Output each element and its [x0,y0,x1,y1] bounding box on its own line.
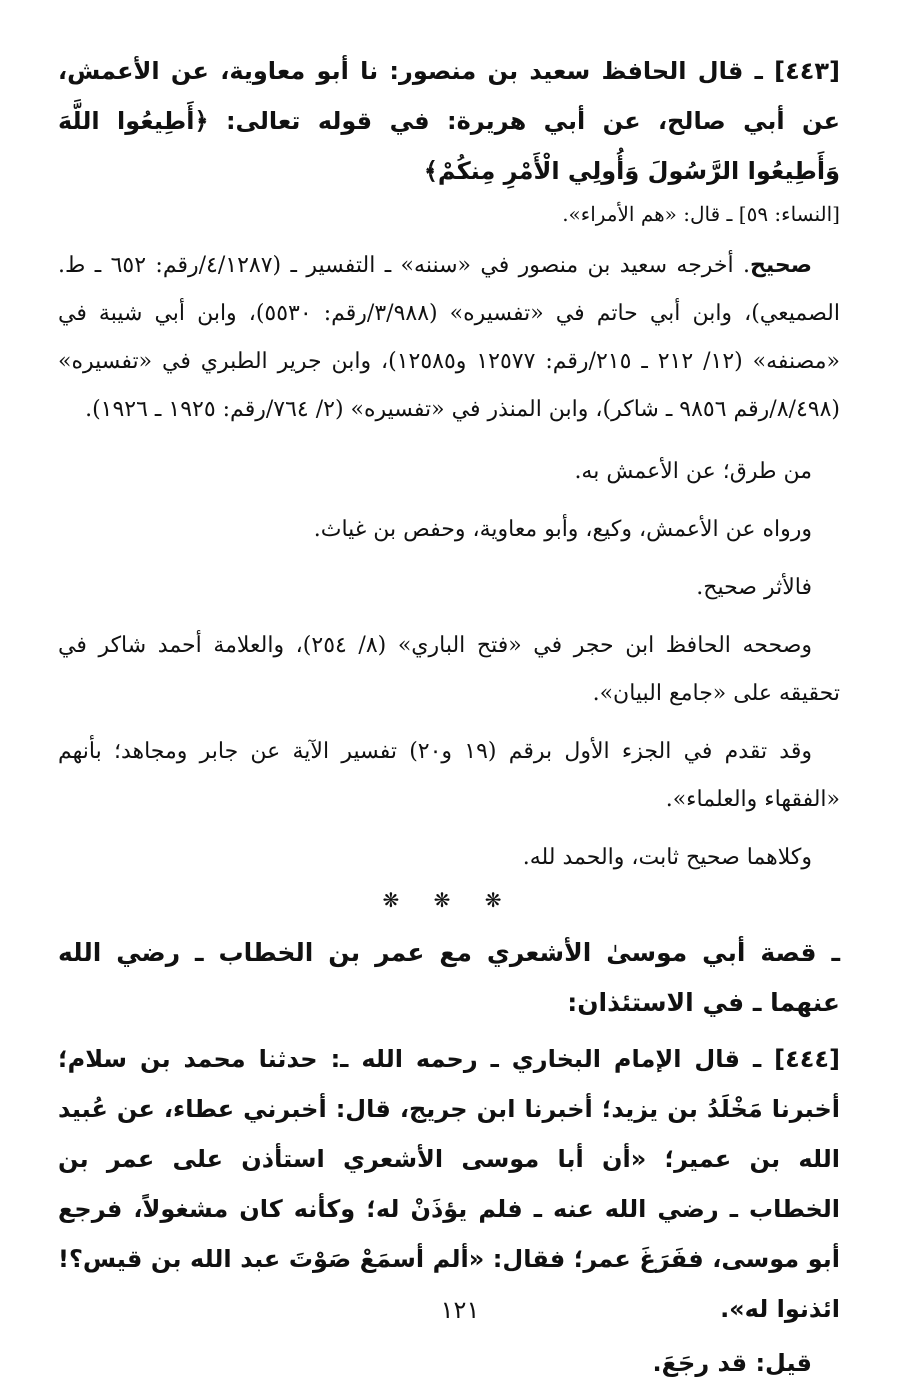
page-number: ١٢١ [440,1296,480,1324]
hadith-444-closing: قيل: قد رجَعَ. [652,1349,812,1377]
paragraph-verdict: فالأثر صحيح. [696,575,812,600]
section-separator: ❋ ❋ ❋ [382,888,516,912]
paragraph-narrators: ورواه عن الأعمش، وكيع، وأبو معاوية، وحفص بن غياث. [313,517,812,542]
paragraph-cross-reference: وقد تقدم في الجزء الأول برقم (١٩ و٢٠) تفسير الآية عن جابر ومجاهد؛ بأنهم «الفقهاء والعلماء». [58,739,840,812]
hadith-444-text: [٤٤٤] ـ قال الإمام البخاري ـ رحمه الله ـ: حدثنا محمد بن سلام؛ أخبرنا مَخْلَدُ بن يزيد؛ أخبرنا ابن جريج، قال: أخبرني عطاء، عن عُبيد الله بن عمير؛ «أن أبا موسى الأشعري استأذن على عمر بن الخطاب ـ رضي الله عنه ـ فلم يؤذَنْ له؛ وكأنه كان مشغولاً، فرجع أبو موسى، ففَرَغَ عمر؛ فقال: «ألم أسمَعْ صَوْتَ عبد الله بن قيس؟! ائذنوا له». [58,1045,840,1323]
paragraph-authentication: وصححه الحافظ ابن حجر في «فتح الباري» (٨/ ٢٥٤)، والعلامة أحمد شاكر في تحقيقه على «جامع البيان». [58,633,840,706]
paragraph-turuq: من طرق؛ عن الأعمش به. [574,459,812,484]
takhrij-text: . أخرجه سعيد بن منصور في «سننه» ـ التفسير ـ (٤/١٢٨٧/رقم: ٦٥٢ ـ ط. الصميعي)، وابن أبي حاتم في «تفسيره» (٣/٩٨٨/رقم: ٥٥٣٠)، وابن أبي شيبة في «مصنفه» (١٢/ ٢١٢ ـ ٢١٥/رقم: ١٢٥٧٧ و١٢٥٨٥)، وابن جرير الطبري في «تفسيره» (٨/٤٩٨/رقم ٩٨٥٦ ـ شاكر)، وابن المنذر في «تفسيره» (٢/ ٧٦٤/رقم: ١٩٢٥ ـ ١٩٢٦). [58,253,841,422]
grade-label: صحيح [750,253,812,278]
section-title: ـ قصة أبي موسىٰ الأشعري مع عمر بن الخطاب ـ رضي الله عنهما ـ في الاستئذان: [58,938,840,1017]
hadith-443-reference: [النساء: ٥٩] ـ قال: «هم الأمراء». [562,202,840,226]
page-body [58,46,840,1388]
takhrij-paragraph [58,242,840,434]
paragraph-conclusion: وكلاهما صحيح ثابت، والحمد لله. [522,845,812,870]
hadith-443-text: [٤٤٣] ـ قال الحافظ سعيد بن منصور: نا أبو معاوية، عن الأعمش، عن أبي صالح، عن أبي هريرة: في قوله تعالى: ﴿أَطِيعُوا اللَّهَ وَأَطِيعُوا الرَّسُولَ وَأُولِي الْأَمْرِ مِنكُمْ﴾ [58,57,840,185]
